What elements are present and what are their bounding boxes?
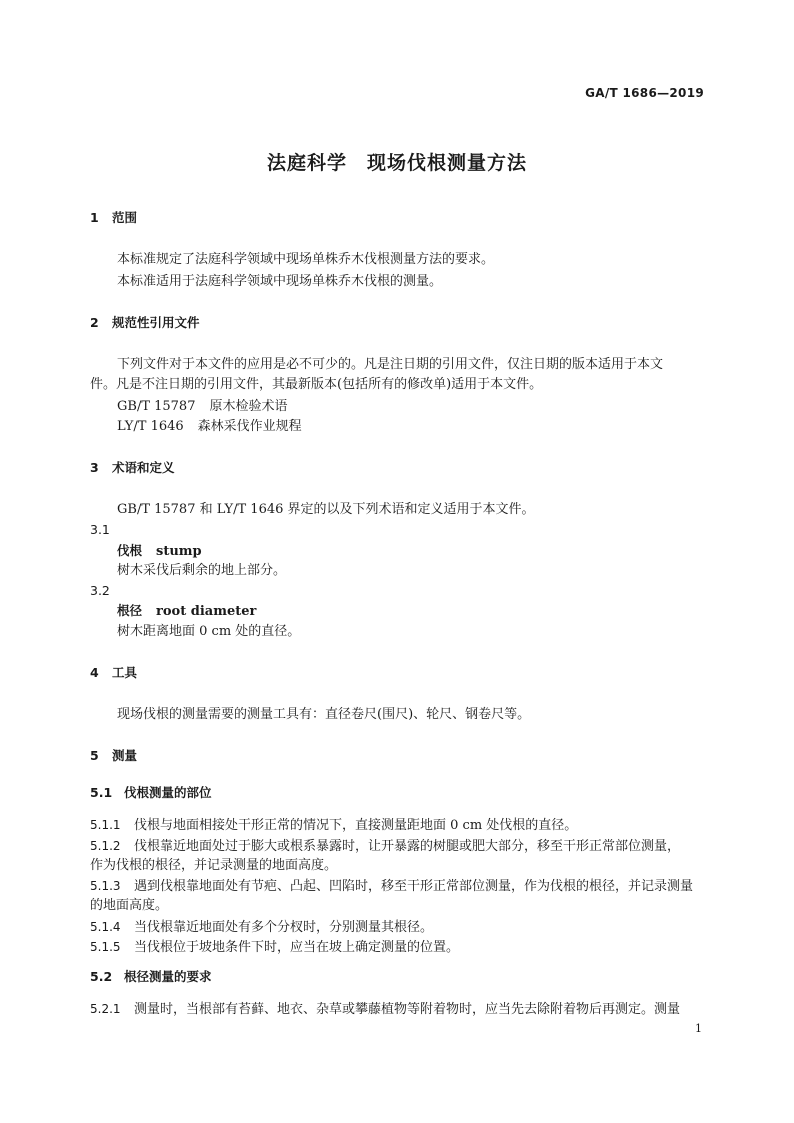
section-title: 范围 <box>112 210 138 225</box>
document-title: 法庭科学 现场伐根测量方法 <box>266 152 527 174</box>
section-number: 3 <box>90 460 99 475</box>
term-en: root diameter <box>156 604 257 619</box>
clause-number: 5.1.1 <box>90 818 121 832</box>
clause-5-1-2 <box>90 836 706 857</box>
term-zh: 根径 <box>117 603 143 618</box>
clause-text: 遇到伐根靠地面处有节疤、凸起、凹陷时，移至干形正常部位测量，作为伐根的根径，并记录测量 <box>134 879 694 894</box>
reference-code: LY/T 1646 <box>117 419 184 434</box>
paragraph: 本标准适用于法庭科学领域中现场单株乔木伐根的测量。 <box>117 274 443 289</box>
section-title: 规范性引用文件 <box>112 315 200 330</box>
section-number: 2 <box>90 315 99 330</box>
section-number: 4 <box>90 665 99 680</box>
paragraph: 本标准规定了法庭科学领域中现场单株乔木伐根测量方法的要求。 <box>117 252 495 267</box>
clause-number: 5.1.3 <box>90 879 121 893</box>
section-title: 测量 <box>112 748 138 763</box>
reference-name: 原木检验术语 <box>209 399 288 414</box>
normative-reference <box>90 397 706 417</box>
section-5-heading <box>90 746 706 766</box>
subsection-title: 伐根测量的部位 <box>124 785 212 800</box>
clause-5-1-1 <box>90 815 706 836</box>
clause-number: 5.2.1 <box>90 1002 121 1016</box>
clause-5-1-5 <box>90 937 706 958</box>
section-title: 术语和定义 <box>112 460 175 475</box>
subsection-number: 5.1 <box>90 785 113 800</box>
section-number: 1 <box>90 210 99 225</box>
paragraph: 现场伐根的测量需要的测量工具有：直径卷尺(围尺)、轮尺、钢卷尺等。 <box>117 707 531 722</box>
clause-number: 5.1.2 <box>90 839 121 853</box>
subsection-title: 根径测量的要求 <box>124 969 212 984</box>
clause-text: 当伐根靠近地面处有多个分杈时，分别测量其根径。 <box>134 920 434 935</box>
clause-5-1-4 <box>90 917 706 938</box>
paragraph-continuation: 件。凡是不注日期的引用文件，其最新版本(包括所有的修改单)适用于本文件。 <box>90 377 543 392</box>
clause-text: 伐根靠近地面处过于膨大或根系暴露时，让开暴露的树腿或肥大部分，移至干形正常部位测量， <box>134 839 681 854</box>
term-entry <box>90 541 706 562</box>
paragraph: GB/T 15787 和 LY/T 1646 界定的以及下列术语和定义适用于本文件。 <box>117 502 535 517</box>
clause-5-2-1 <box>90 999 706 1020</box>
term-definition: 树木采伐后剩余的地上部分。 <box>117 563 287 578</box>
subsection-5-2-heading <box>90 967 706 987</box>
section-2-heading <box>90 313 706 333</box>
section-3-heading <box>90 458 706 478</box>
term-zh: 伐根 <box>117 543 143 558</box>
subsection-5-1-heading <box>90 783 706 803</box>
clause-continuation: 作为伐根的根径，并记录测量的地面高度。 <box>90 858 338 873</box>
clause-number: 5.1.4 <box>90 920 121 934</box>
standard-code: GA/T 1686—2019 <box>585 86 704 100</box>
page-number: 1 <box>695 1022 702 1035</box>
clause-text: 测量时，当根部有苔藓、地衣、杂草或攀藤植物等附着物时，应当先去除附着物后再测定。测量 <box>134 1002 681 1017</box>
subsection-number: 5.2 <box>90 969 113 984</box>
term-number: 3.2 <box>90 583 110 598</box>
term-definition: 树木距离地面 0 cm 处的直径。 <box>117 624 301 639</box>
reference-code: GB/T 15787 <box>117 399 196 414</box>
clause-number: 5.1.5 <box>90 940 121 954</box>
section-title: 工具 <box>112 665 138 680</box>
paragraph: 下列文件对于本文件的应用是必不可少的。凡是注日期的引用文件，仅注日期的版本适用于本文 <box>117 357 664 372</box>
term-number: 3.1 <box>90 522 110 537</box>
clause-5-1-3 <box>90 876 706 897</box>
reference-name: 森林采伐作业规程 <box>197 419 302 434</box>
clause-text: 当伐根位于坡地条件下时，应当在坡上确定测量的位置。 <box>134 940 460 955</box>
section-1-heading <box>90 208 706 228</box>
term-entry <box>90 601 706 622</box>
clause-continuation: 的地面高度。 <box>90 898 169 913</box>
term-en: stump <box>156 544 202 559</box>
section-4-heading <box>90 663 706 683</box>
section-number: 5 <box>90 748 99 763</box>
normative-reference <box>90 417 706 437</box>
clause-text: 伐根与地面相接处干形正常的情况下，直接测量距地面 0 cm 处伐根的直径。 <box>134 818 578 833</box>
